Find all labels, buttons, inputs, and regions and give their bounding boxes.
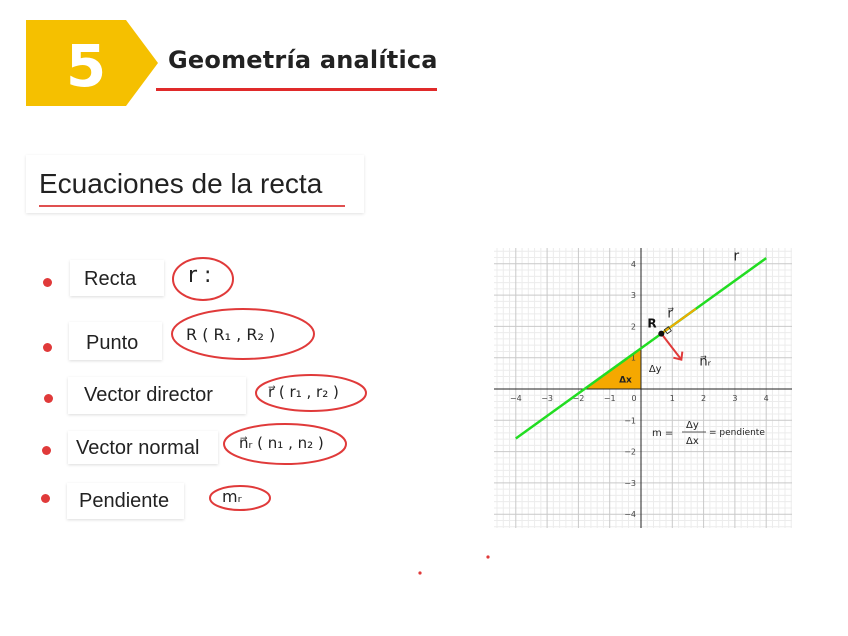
concept-term: Punto [86, 332, 139, 354]
formula-denominator: Δx [686, 436, 699, 447]
y-tick-label: 4 [630, 259, 636, 269]
chapter-title: Geometría analítica [168, 46, 438, 74]
normal-label: n⃗ᵣ [699, 354, 711, 370]
x-tick-label: 4 [763, 394, 769, 403]
concept-term: Pendiente [79, 490, 170, 512]
y-tick-label: −1 [624, 416, 636, 426]
x-tick-label: 2 [701, 394, 707, 403]
concept-term: Recta [84, 268, 137, 290]
line-label: r [733, 248, 740, 265]
x-tick-label: 1 [669, 394, 675, 403]
y-tick-label: 1 [630, 353, 636, 363]
y-tick-label: −4 [624, 510, 636, 520]
x-tick-label: −3 [541, 394, 553, 403]
y-tick-label: 2 [630, 322, 636, 332]
y-tick-label: −3 [624, 478, 636, 488]
note-vector-director: r⃗ ( r₁ , r₂ ) [268, 383, 339, 401]
formula-lhs: m = [652, 428, 674, 439]
x-tick-label: −1 [603, 394, 616, 403]
coordinate-graph [494, 248, 792, 528]
x-tick-label: 0 [631, 394, 637, 403]
note-recta: r : [188, 263, 212, 288]
x-tick-label: 3 [732, 394, 738, 403]
concept-term: Vector director [84, 384, 213, 406]
note-pendiente: mᵣ [222, 487, 242, 506]
dy-label: Δy [648, 363, 662, 375]
formula-numerator: Δy [686, 420, 699, 431]
note-vector-normal: n⃗ᵣ ( n₁ , n₂ ) [239, 434, 324, 452]
note-punto: R ( R₁ , R₂ ) [186, 325, 276, 344]
dx-label: Δx [619, 375, 632, 386]
formula-rhs: = pendiente [709, 428, 765, 438]
x-tick-label: −4 [509, 394, 522, 403]
chapter-number: 5 [65, 32, 107, 100]
stray-dot [486, 555, 489, 558]
y-tick-label: −2 [624, 447, 636, 457]
stray-dot [418, 571, 421, 574]
concept-term: Vector normal [76, 437, 200, 459]
section-title: Ecuaciones de la recta [39, 168, 323, 199]
point-label: R [647, 316, 657, 331]
point-R [658, 331, 664, 337]
y-tick-label: 3 [630, 291, 636, 301]
x-tick-label: −2 [572, 394, 585, 403]
director-label: r⃗ [667, 306, 673, 322]
